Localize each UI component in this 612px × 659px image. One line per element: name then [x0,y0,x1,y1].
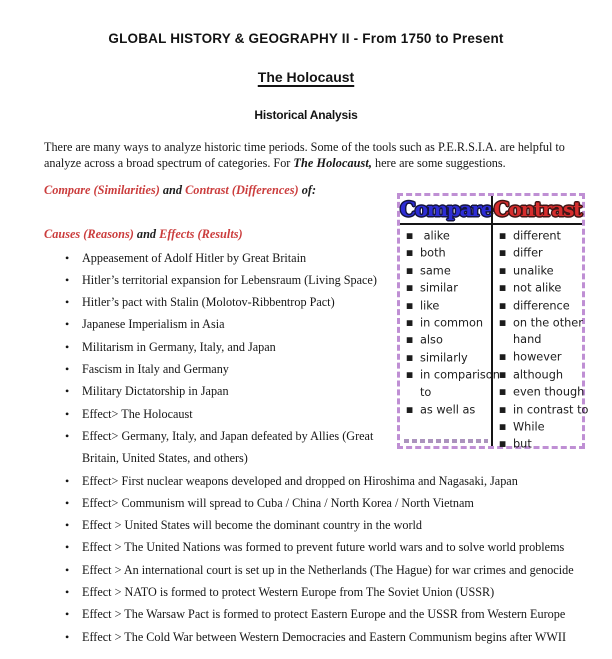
list-item [65,603,612,625]
square-bullet-icon: ■ [406,352,414,362]
compare-word-text: to [420,385,432,399]
compare-word [406,315,491,332]
contrast-word-text: in contrast to [513,403,589,417]
list-item [65,536,612,558]
contrast-word-list [493,228,589,454]
contrast-word [499,419,582,436]
square-bullet-icon: ■ [406,265,414,275]
list-item-text: Hitler’s territorial expansion for Lebensraum (Living Space) [82,272,377,287]
compare-word [406,245,491,262]
bullet-icon: • [65,250,70,265]
bullet-icon: • [65,495,70,510]
compare-word-text: as well as [420,403,476,417]
square-bullet-icon: ■ [406,370,414,380]
compare-word [406,298,491,315]
contrast-word-text: unalike [513,264,554,278]
contrast-word [499,349,582,366]
compare-word [406,350,491,367]
contrast-differences-label: Contrast (Differences) [185,182,299,197]
list-item-text: Effect > NATO is formed to protect Western Europe from The Soviet Union (USSR) [82,585,495,600]
square-bullet-icon: ■ [499,300,507,310]
intro-line-1: There are many ways to analyze historic time periods. Some of the tools such as P.E.R.S.I.A. are helpful to [44,140,565,154]
bullet-icon: • [65,384,70,399]
compare-header: Compare [400,196,491,225]
bullet-icon: • [65,540,70,555]
compare-word-text: in comparison [420,368,500,382]
contrast-word [499,402,589,419]
square-bullet-icon: ■ [499,265,507,275]
contrast-word-text: differ [513,246,543,260]
compare-word [406,280,491,297]
contrast-word-text: not alike [513,281,562,295]
bullet-icon: • [65,518,70,533]
compare-word [406,367,500,384]
contrast-header: Contrast [493,196,582,225]
effects-label: Effects (Results) [159,226,243,241]
bullet-icon: • [65,629,70,644]
square-bullet-icon: ■ [499,318,507,328]
square-bullet-icon: ■ [499,404,507,414]
contrast-word-text: however [513,350,562,364]
square-bullet-icon: ■ [499,248,507,258]
list-item-text: Britain, United States, and others) [82,451,248,466]
square-bullet-icon: ■ [499,439,507,449]
contrast-word-text: even though [513,385,585,399]
compare-contrast-table [397,193,589,451]
square-bullet-icon: ■ [499,283,507,293]
contrast-word [499,384,585,401]
bullet-icon: • [65,406,70,421]
list-item [65,559,612,581]
square-bullet-icon: ■ [406,404,414,414]
bullet-icon: • [65,295,70,310]
square-bullet-icon: ■ [406,231,414,240]
contrast-word [499,315,582,332]
compare-word-text: same [420,264,451,278]
contrast-word-text: on the other [513,316,583,330]
list-item-text: Military Dictatorship in Japan [82,384,229,399]
bullet-icon: • [65,339,70,354]
contrast-word [499,298,582,315]
course-title: GLOBAL HISTORY & GEOGRAPHY II - From 1750 to Present [108,31,504,46]
list-item-text: Japanese Imperialism in Asia [82,317,225,332]
square-bullet-icon: ■ [499,352,507,362]
contrast-word-text: different [513,229,561,243]
list-item-text: Effect > An international court is set up in the Netherlands (The Hague) for war crimes and genocide [82,562,574,577]
causes-label: Causes (Reasons) [44,226,134,241]
square-bullet-icon: ■ [406,283,414,293]
contrast-word-text: but [513,437,532,451]
list-item-text: Appeasement of Adolf Hitler by Great Britain [82,250,307,265]
compare-word-text: in common [420,316,484,330]
contrast-word [499,263,582,280]
compare-word-list [400,228,500,419]
contrast-word-text: although [513,368,564,382]
list-item-text: Effect > The United Nations was formed to prevent future world wars and to solve world problems [82,540,565,555]
square-bullet-icon: ■ [406,300,414,310]
bullet-icon: • [65,562,70,577]
bullet-icon: • [65,473,70,488]
contrast-word-continuation [499,332,582,349]
bullet-icon: • [65,272,70,287]
compare-word-text: like [420,299,440,313]
list-item-text: Effect> First nuclear weapons developed and dropped on Hiroshima and Nagasaki, Japan [82,473,518,488]
list-item-text: Effect> Germany, Italy, and Japan defeated by Allies (Great [82,428,374,443]
square-bullet-icon: ■ [499,421,507,431]
square-bullet-icon: ■ [406,335,414,345]
intro-line-2-post: here are some suggestions. [372,156,506,171]
compare-word [406,263,491,280]
contrast-word-text: While [513,420,545,434]
list-item-text: Militarism in Germany, Italy, and Japan [82,339,276,354]
list-item-text: Effect > The Warsaw Pact is formed to protect Eastern Europe and the USSR from Western Europe [82,607,566,622]
and-label: and [133,226,160,241]
compare-word-continuation [406,385,491,402]
bullet-icon: • [65,362,70,377]
compare-word-text: also [420,333,443,347]
contrast-word [499,228,582,245]
compare-column [400,196,500,446]
list-item-text: Effect> The Holocaust [82,406,193,421]
contrast-column [491,196,589,451]
bullet-icon: • [65,607,70,622]
compare-word-text: similarly [420,351,468,365]
bullet-icon: • [65,428,70,443]
contrast-word-text: hand [513,333,542,347]
list-item [65,626,612,648]
list-item-text: Effect > The Cold War between Western Democracies and Eastern Communism begins after WWII [82,629,567,644]
compare-word [406,402,491,419]
intro-holocaust-bold: The Holocaust, [293,156,372,171]
list-item-text: Effect> Communism will spread to Cuba / China / North Korea / North Vietnam [82,495,474,510]
table-credit-microtext [404,439,488,443]
compare-word-text: both [420,246,446,260]
intro-line-2-pre: analyze across a broad spectrum of categories. For [44,156,294,171]
square-bullet-icon: ■ [406,318,414,328]
bullet-icon: • [65,585,70,600]
square-bullet-icon: ■ [499,387,507,397]
square-bullet-icon: ■ [499,231,507,240]
bullet-icon: • [65,317,70,332]
compare-word-text: alike [420,229,450,243]
compare-similarities-label: Compare (Similarities) [44,182,160,197]
intro-paragraph [44,139,576,172]
contrast-word [499,245,582,262]
compare-word [406,332,491,349]
contrast-word [499,436,582,453]
document-title: The Holocaust [257,69,355,85]
square-bullet-icon: ■ [406,248,414,258]
contrast-word [499,280,582,297]
of-label: of: [298,182,317,197]
list-item-text: Hitler’s pact with Stalin (Molotov-Ribbentrop Pact) [82,295,335,310]
compare-word-text: similar [420,281,458,295]
section-title: Historical Analysis [254,108,358,122]
list-item-text: Effect > United States will become the dominant country in the world [82,518,423,533]
contrast-word [499,367,582,384]
list-item [65,581,612,603]
list-item [65,492,612,514]
compare-word [406,228,491,245]
contrast-word-text: difference [513,299,570,313]
list-item [65,470,612,492]
list-item-text: Fascism in Italy and Germany [82,362,229,377]
list-item [65,514,612,536]
square-bullet-icon: ■ [499,369,507,379]
and-label: and [159,182,186,197]
